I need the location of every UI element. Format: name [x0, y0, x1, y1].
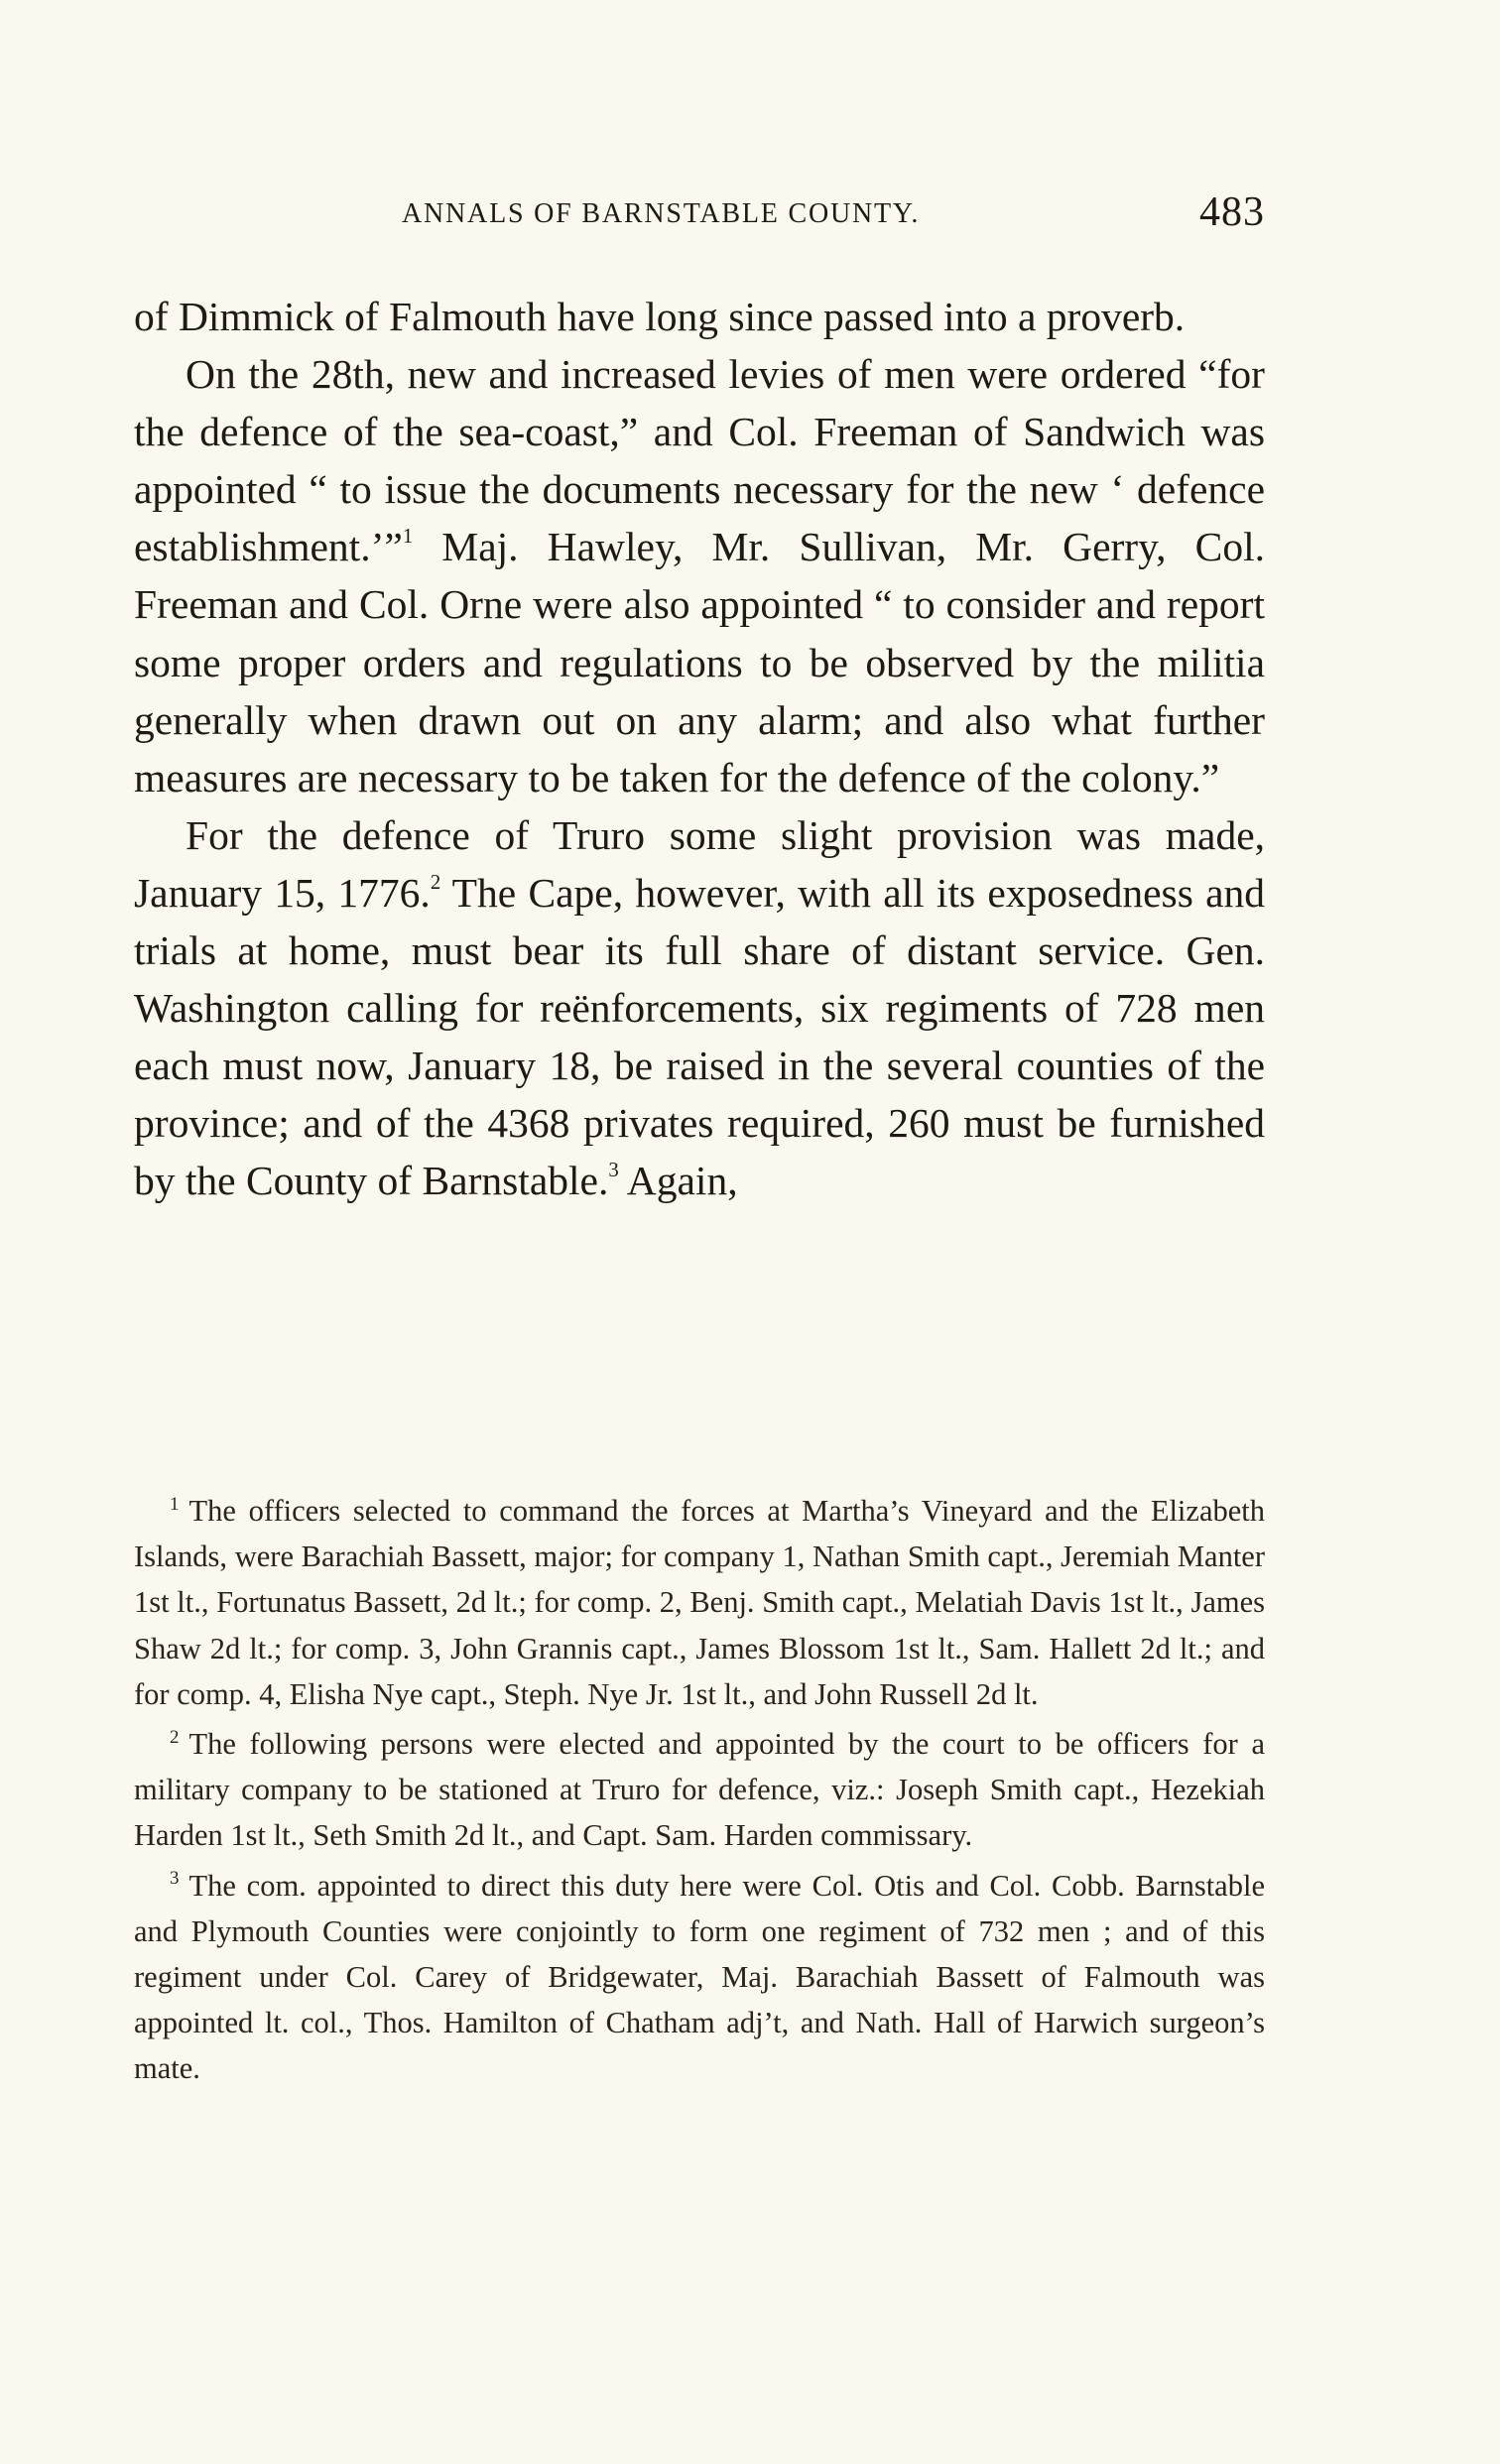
footnote-text-1: The officers selected to command the forces at Martha’s Vineyard and the Elizabeth Islands, were Barachiah Bassett, major; for company 1, Nathan Smith capt., Jeremiah Manter 1st lt., Fortunatus Bassett, 2d lt.; for comp. 2, Benj. Smith capt., Melatiah Davis 1st lt., James Shaw 2d lt.; for comp. 3, John Grannis capt., James Blossom 1st lt., Sam. Hallett 2d lt.; and for comp. 4, Elisha Nye capt., Steph. Nye Jr. 1st lt., and John Russell 2d lt.	[134, 1494, 1265, 1711]
footnote-1	[134, 1488, 1265, 1717]
paragraph-3-text-b: The Cape, however, with all its exposedness and trials at home, must bear its full share of distant service. Gen. Washington calling for reënforcements, six regiments of 728 men each must now, January 18, be raised in the several counties of the province; and of the 4368 privates required, 260 must be furnished by the County of Barnstable.	[134, 869, 1266, 1204]
footnote-2	[134, 1721, 1265, 1859]
paragraph-1: of Dimmick of Falmouth have long since passed into a proverb.	[134, 294, 1186, 339]
footnote-3	[134, 1863, 1265, 2092]
footnote-ref-3: 3	[608, 1160, 619, 1182]
paragraph-3-text-a: For the defence of Truro some slight provision was made, January 15, 1776.	[134, 811, 1265, 916]
paragraph-3-text-c: Again,	[618, 1158, 738, 1204]
footnote-marker-3: 3	[170, 1868, 180, 1890]
paragraph-2	[134, 345, 1265, 806]
running-title: ANNALS OF BARNSTABLE COUNTY.	[402, 198, 921, 229]
footnote-text-3: The com. appointed to direct this duty here were Col. Otis and Col. Cobb. Barnstable and Plymouth Counties were conjointly to form one regiment of 732 men ; and of this regiment under Col. Carey of Bridgewater, Maj. Barachiah Bassett of Falmouth was appointed lt. col., Thos. Hamilton of Chatham adj’t, and Nath. Hall of Harwich surgeon’s mate.	[134, 1868, 1265, 2086]
body-text	[134, 288, 1265, 1210]
running-head	[134, 188, 1265, 238]
footnote-marker-2: 2	[170, 1726, 180, 1748]
paragraph-3	[134, 806, 1265, 1210]
paragraph-2-text-b: Maj. Hawley, Mr. Sullivan, Mr. Gerry, Col. Freeman and Col. Orne were also appointed “ to consider and report some proper orders and regulations to be observed by the militia generally when drawn out on any alarm; and also what further measures are necessary to be taken for the defence of the colony.”	[134, 524, 1265, 801]
footnote-marker-1: 1	[170, 1493, 180, 1515]
footnotes	[134, 1488, 1265, 2096]
footnote-text-2: The following persons were elected and appointed by the court to be officers for a military company to be stationed at Truro for defence, viz.: Joseph Smith capt., Hezekiah Harden 1st lt., Seth Smith 2d lt., and Capt. Sam. Harden commissary.	[134, 1727, 1265, 1853]
footnote-ref-1: 1	[402, 526, 414, 549]
footnote-ref-2: 2	[430, 872, 441, 894]
paragraph-2-text-a: On the 28th, new and increased levies of men were ordered “for the defence of the sea-coast,” and Col. Freeman of Sandwich was appointed “ to issue the documents necessary for the new ‘ defence establishment.’”	[134, 351, 1265, 570]
page-number: 483	[1199, 189, 1265, 235]
